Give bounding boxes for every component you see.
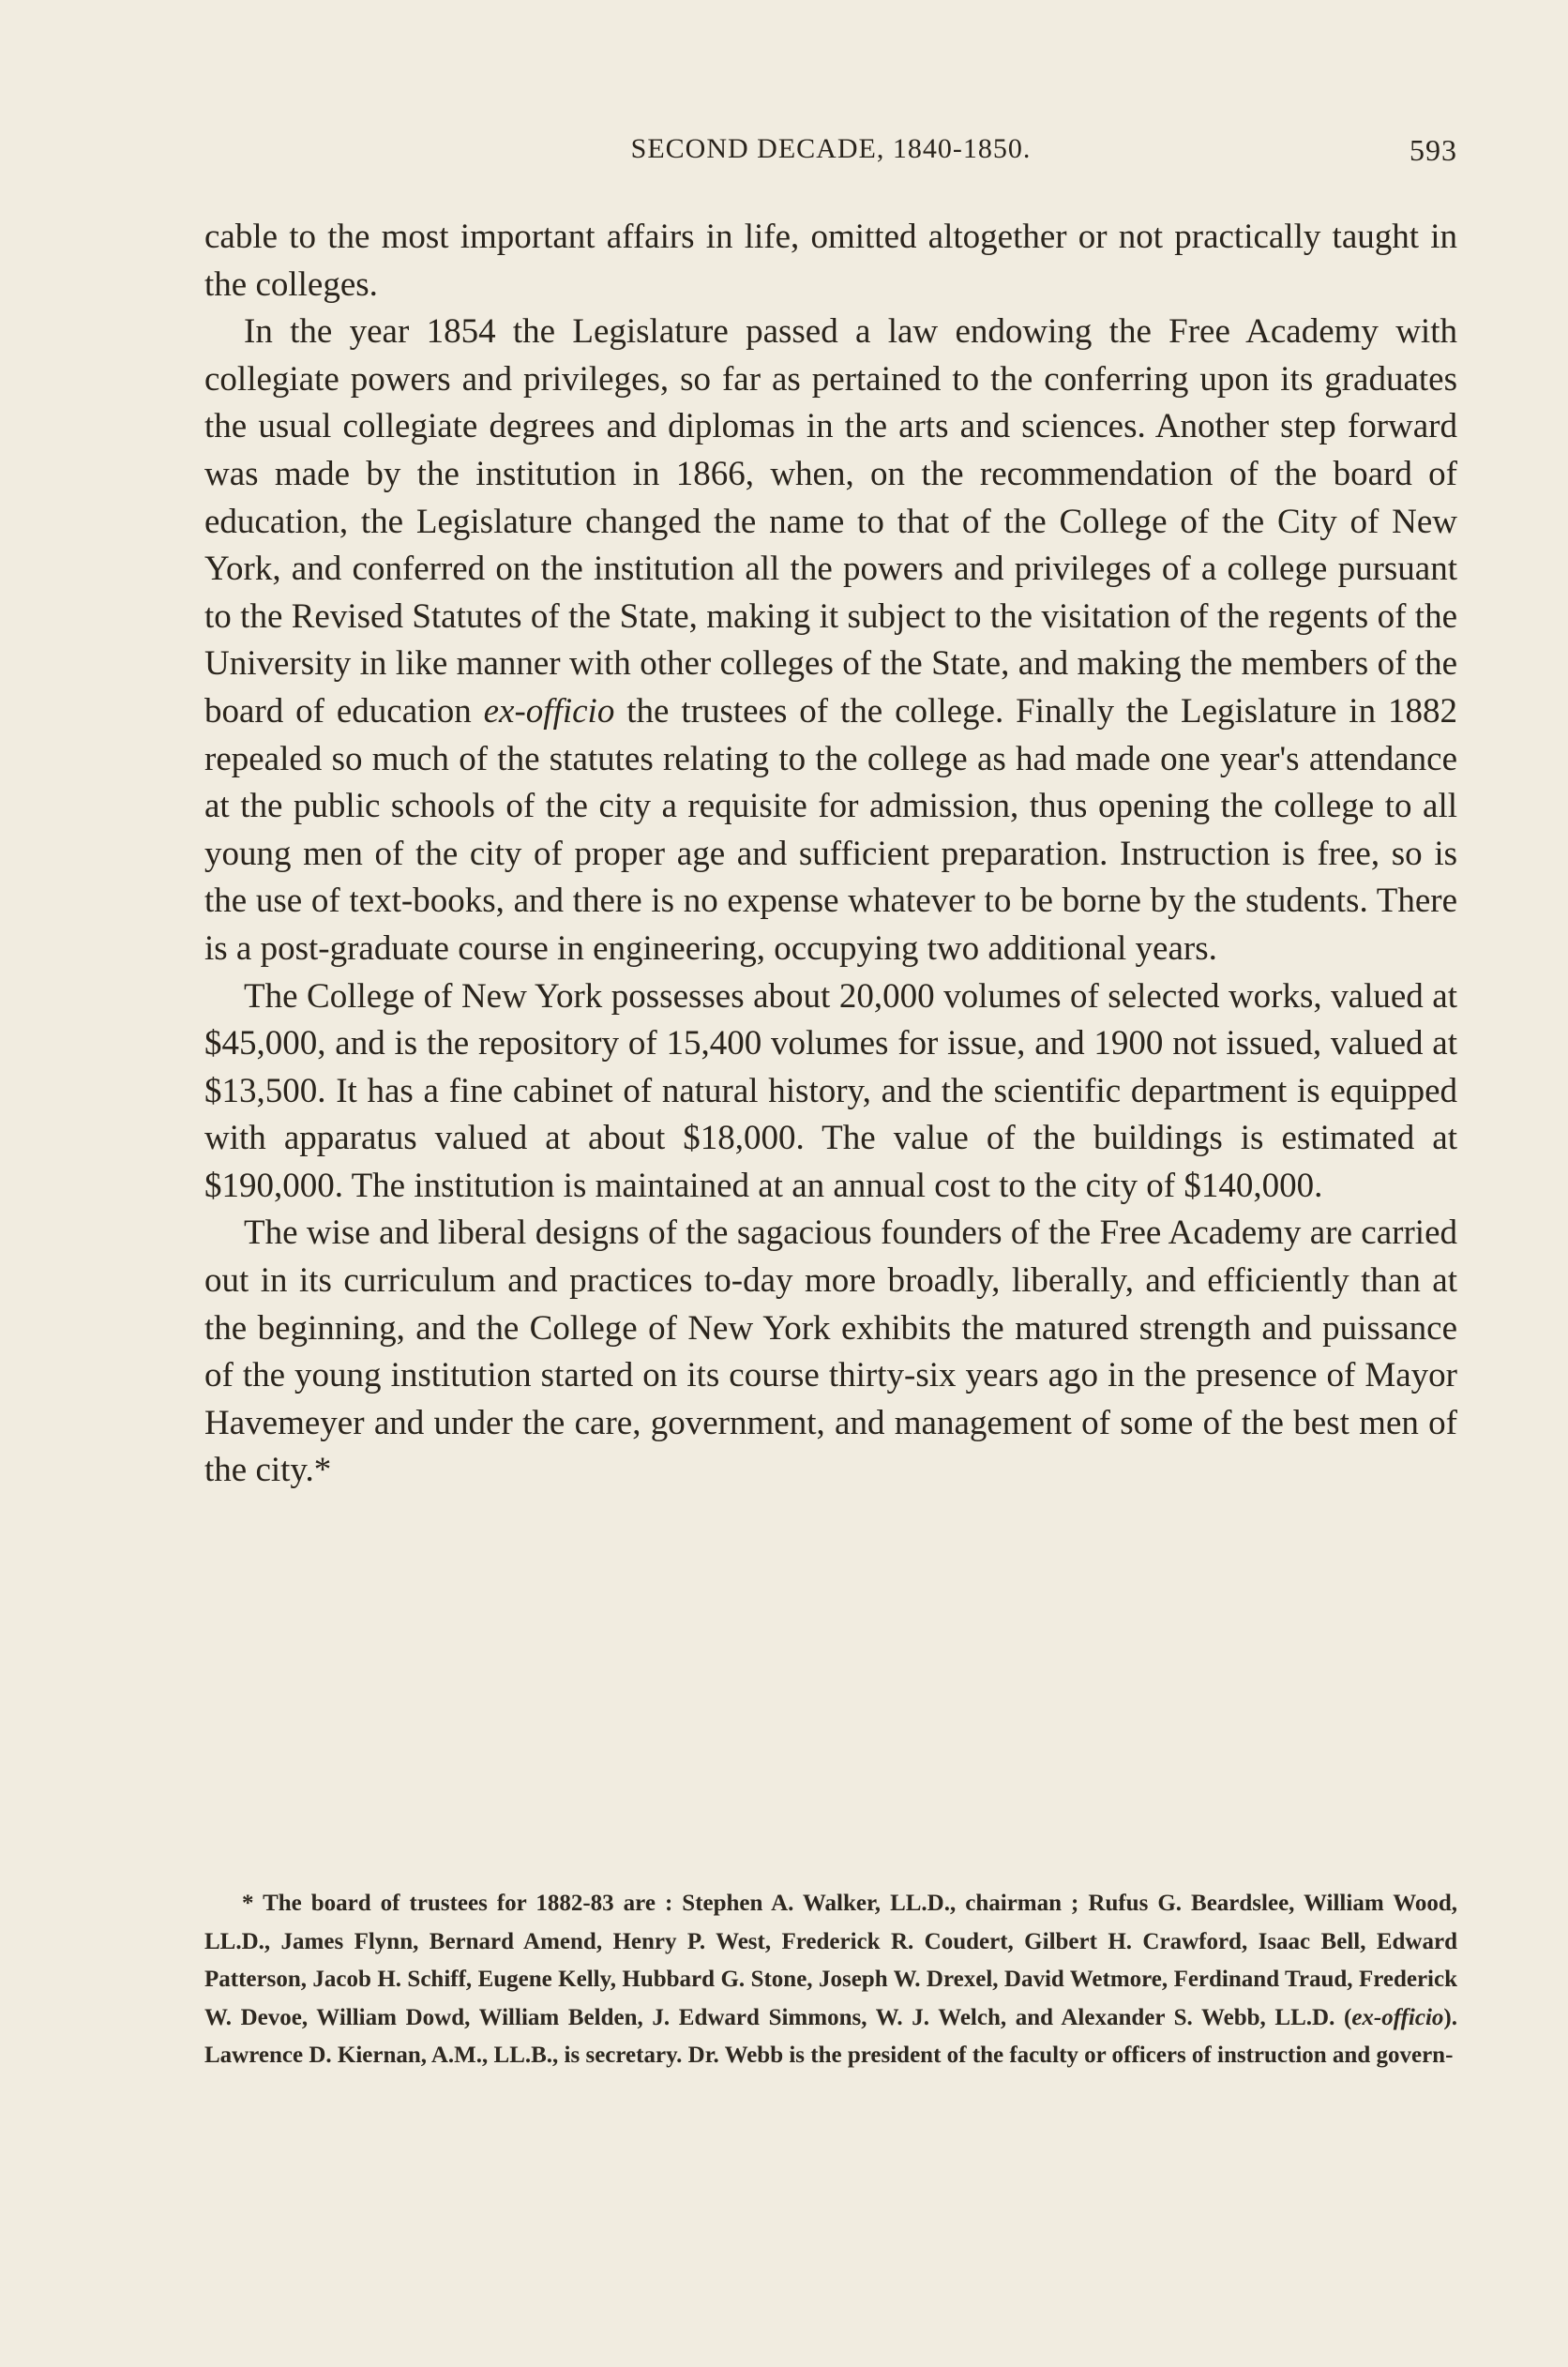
paragraph-text: In the year 1854 the Legislature passed a law endowing the Free Academy with collegiate powers and privileges, so far as pertained to the conferring upon its graduates the usual collegiate degrees and diplomas in the arts and sciences. Another step forward was made by the institution in 1866, when, on the recommendation of the board of education, the Legislature changed the name to that of the College of the City of New York, and conferred on the institution all the powers and privileges of a college pursuant to the Revised Statutes of the State, making it subject to the visitation of the regents of the University in like manner with other colleges of the State, and making the members of the board of education bbox=[204, 312, 1457, 731]
italic-term: ex-officio bbox=[483, 691, 615, 731]
footnote-part: * The board of trustees for 1882-83 are : Stephen A. Walker, LL.D., chairman ; Rufus G. Beardslee, William Wood, LL.D., James Flynn, Bernard Amend, Henry P. West, Frederick R. Coudert, Gilbert H. Crawford, Isaac Bell, Edward Patterson, Jacob H. Schiff, Eugene Kelly, Hubbard G. Stone, Joseph W. Drexel, David Wetmore, Ferdinand Traud, Frederick W. Devoe, William Dowd, William Belden, J. Edward Simmons, W. J. Welch, and Alexander S. Webb, LL.D. ( bbox=[204, 1891, 1457, 2030]
page-number: 593 bbox=[1410, 133, 1457, 167]
paragraph bbox=[204, 309, 1457, 972]
running-title: SECOND DECADE, 1840-1850. bbox=[630, 133, 1032, 164]
footnote-text bbox=[204, 1885, 1457, 2075]
running-header bbox=[204, 133, 1457, 174]
footnote bbox=[204, 1885, 1457, 2075]
paragraph: cable to the most important affairs in life, omitted altogether or not practically taught in the colleges. bbox=[204, 218, 1457, 304]
italic-term: ex-officio bbox=[1351, 2004, 1444, 2030]
paragraph-text: the trustees of the college. Finally the Legislature in 1882 repealed so much of the statutes relating to the college as had made one year's attendance at the public schools of the city a requisite for admission, thus opening the college to all young men of the city of proper age and sufficient preparation. Instruction is free, so is the use of text-books, and there is no expense whatever to be borne by the students. There is a post-graduate course in engineering, occupying two additional years. bbox=[204, 691, 1457, 968]
body-text bbox=[204, 214, 1457, 1495]
footnote-part: ). Lawrence D. Kiernan, A.M., LL.B., is secretary. Dr. Webb is the president of the faculty or officers of instruction and govern- bbox=[204, 2004, 1457, 2068]
paragraph: The College of New York possesses about 20,000 volumes of selected works, valued at $45,000, and is the repository of 15,400 volumes for issue, and 1900 not issued, valued at $13,500. It has a fine cabinet of natural history, and the scientific department is equipped with apparatus valued at about $18,000. The value of the buildings is estimated at $190,000. The institution is maintained at an annual cost to the city of $140,000. bbox=[204, 976, 1457, 1205]
paragraph: The wise and liberal designs of the sagacious founders of the Free Academy are carried out in its curriculum and practices to-day more broadly, liberally, and efficiently than at the beginning, and the College of New York exhibits the matured strength and puissance of the young institution started on its course thirty-six years ago in the presence of Mayor Havemeyer and under the care, government, and management of some of the best men of the city.* bbox=[204, 1214, 1457, 1490]
